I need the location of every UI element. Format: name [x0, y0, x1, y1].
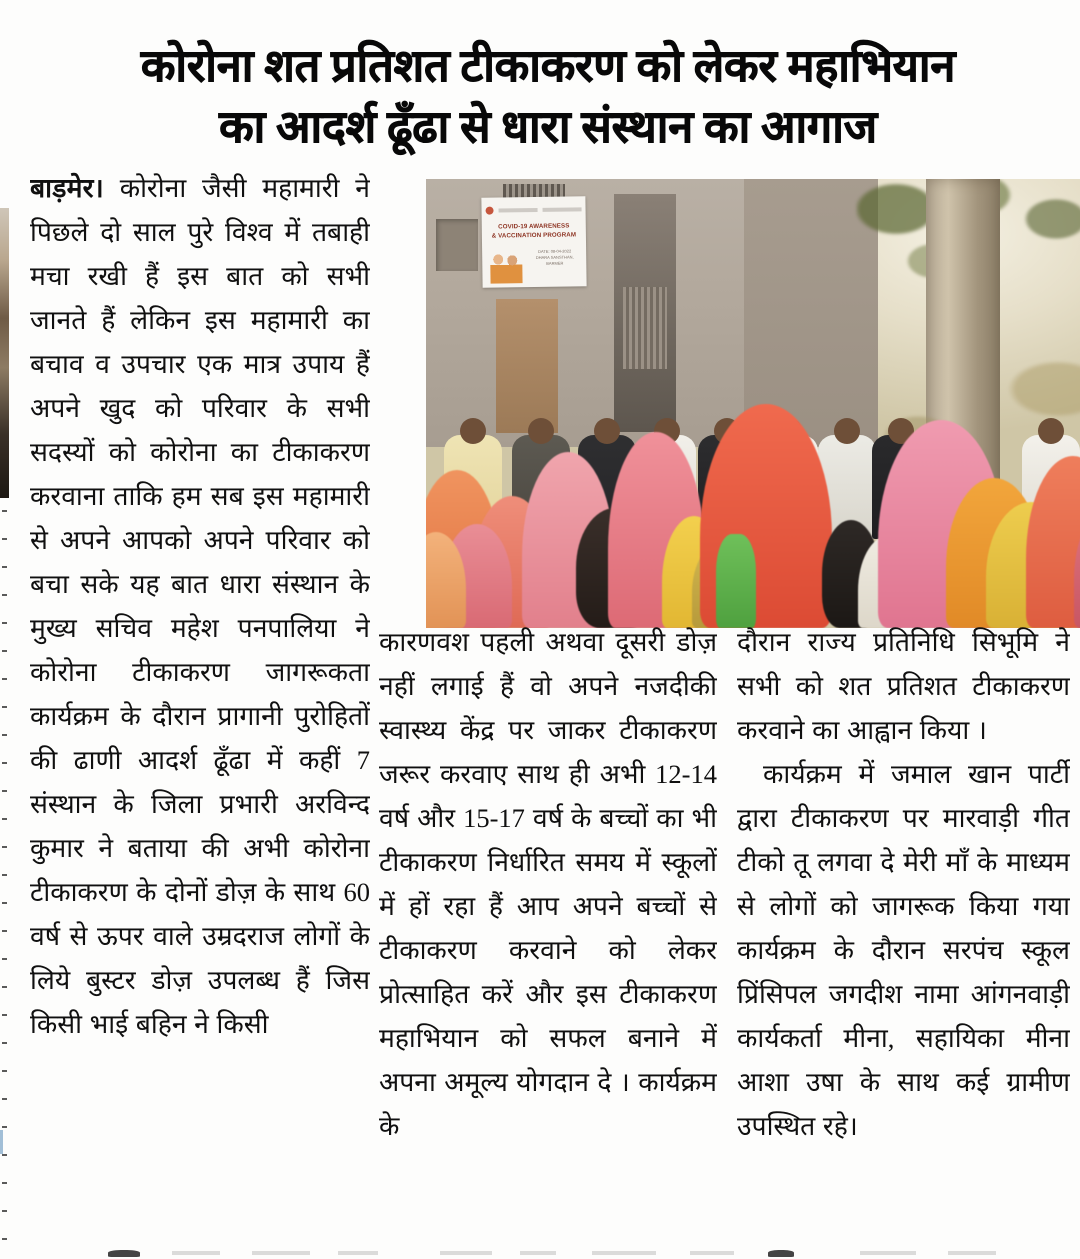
banner-subtitle-org: DHARA SANSTHAN, BARMER: [535, 254, 574, 266]
headline-line-2: का आदर्श ढूँढा से धारा संस्थान का आगाज: [219, 102, 877, 153]
adjacent-photo-sliver: [0, 208, 9, 498]
column-1-body: कोरोना जैसी महामारी ने पिछले दो साल पुरे विश्व में तबाही मचा रखी हैं इस बात को सभी जानते हैं लेकिन इस महामारी का बचाव व उपचार एक मात्र उपाय हैं अपने खुद को परिवार के सभी सदस्यों को कोरोना का टीकाकरण करवाना ताकि हम सब इस महामारी से अपने आपको अपने परिवार को बचा सके यह बात धारा संस्थान के मुख्य सचिव महेश पनपालिया ने कोरोना टीकाकरण जागरूकता कार्यक्रम के दौरान प्रागानी पुरोहितों की ढाणी आदर्श ढूँढा में कहीं 7 संस्थान के जिला प्रभारी अरविन्द कुमार ने बताया की अभी कोरोना टीकाकरण के दोनों डोज़ के साथ 60 वर्ष से ऊपर वाले उम्रदराज लोगों के लिये बुस्टर डोज़ उपलब्ध हैं जिस किसी भाई बहिन ने किसी: [30, 173, 370, 1039]
banner-logo-wordmark: [499, 207, 538, 212]
adjacent-column-sliver: [0, 150, 9, 1259]
column-3-paragraph-2: कार्यक्रम में जमाल खान पार्टी द्वारा टीकाकरण पर मारवाड़ी गीत टीको तू लगवा दे मेरी माँ के माध्यम से लोगों को जागरूक किया गया कार्यक्रम के दौरान सरपंच स्कूल प्रिंसिपल जगदीश नामा आंगनवाड़ी कार्यकर्ता मीना, सहायिका मीना आशा उषा के साथ कई ग्रामीण उपस्थित रहे।: [737, 759, 1070, 1141]
banner-title: [487, 221, 581, 240]
column-3-paragraph-1: दौरान राज्य प्रतिनिधि सिभूमि ने सभी को शत प्रतिशत टीकाकरण करवाने का आह्वान किया ।: [737, 627, 1070, 745]
banner-title-line-1: COVID-19 AWARENESS: [498, 222, 570, 231]
photo-wall-niche: [436, 219, 478, 271]
column-1-paragraph: [30, 166, 370, 1046]
column-2-paragraph: कारणवश पहली अथवा दूसरी डोज़ नहीं लगाई हैं वो अपने नजदीकी स्वास्थ्य केंद्र पर जाकर टीकाकरण जरूर करवाए साथ ही अभी 12-14 वर्ष और 15-17 वर्ष के बच्चों का भी टीकाकरण निर्धारित समय में स्कूलों में हों रहा हैं आप अपने बच्चों से टीकाकरण करवाने को लेकर प्रोत्साहित करें और इस टीकाकरण महाभियान को सफल बनाने में अपना अमूल्य योगदान दे । कार्यक्रम के: [379, 627, 717, 1141]
banner-illustration: [490, 253, 522, 283]
photo-event-banner: [481, 196, 586, 287]
banner-subtitle: [528, 248, 581, 267]
article-column-3: [737, 620, 1070, 1259]
article-headline: [30, 36, 1066, 158]
column-rule-mark: [0, 1130, 3, 1154]
banner-logo-row: [485, 204, 581, 214]
article-column-2: [379, 620, 717, 1259]
photo-crowd-of-women: [426, 396, 1080, 628]
banner-title-line-2: & VACCINATION PROGRAM: [491, 231, 577, 240]
headline-line-1: कोरोना शत प्रतिशत टीकाकरण को लेकर महाभियान: [140, 41, 956, 92]
bottom-cropped-text-line: [0, 1250, 1080, 1259]
photo-doorway-slats: [623, 287, 667, 369]
banner-subtitle-date: DATE: 08-04-2022: [538, 248, 572, 254]
article-dateline: बाड़मेर।: [30, 173, 104, 203]
banner-logo-icon: [485, 206, 493, 214]
photo-woman-veil: [1026, 456, 1080, 628]
photo-woman-veil: [716, 534, 756, 628]
article-column-1: [30, 166, 370, 1259]
banner-logo-wordmark-2: [543, 207, 582, 212]
article-photograph: [426, 179, 1080, 628]
